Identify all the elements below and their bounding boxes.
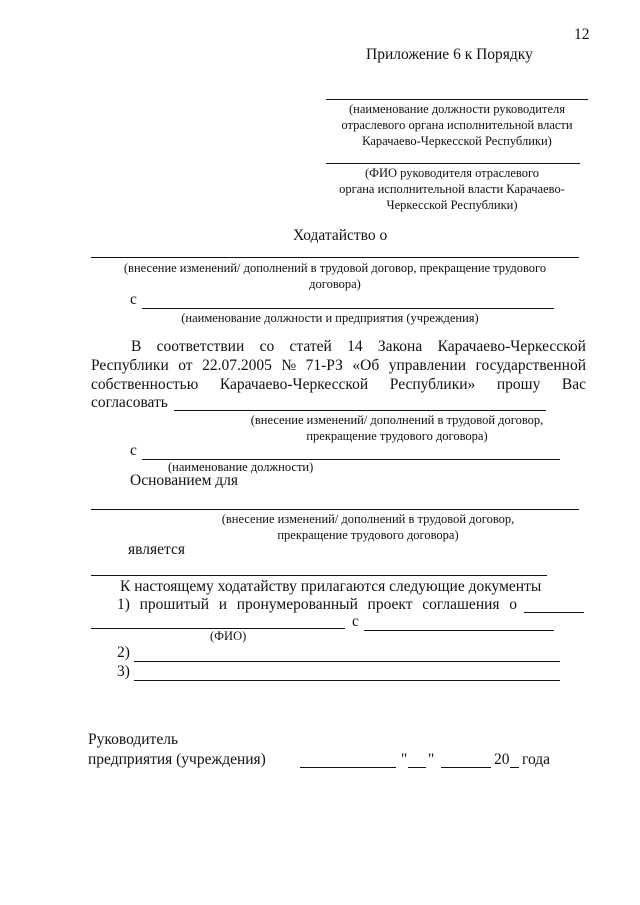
is-line[interactable] (91, 575, 547, 576)
with-label-2: с (130, 442, 137, 459)
attachment-item-2-label: 2) (117, 644, 130, 661)
body-line-1 (131, 338, 586, 356)
addressee-fio-caption-1: (ФИО руководителя отраслевого (364, 166, 540, 180)
position-org-caption: (наименование должности и предприятия (учреждения) (181, 311, 479, 325)
body-word: управлении (388, 357, 467, 374)
change-type-caption-1: (внесение изменений/ дополнений в трудовой договор, прекращение трудового (123, 261, 547, 275)
addressee-fio-caption-3: Черкесской Республики) (386, 198, 518, 212)
attachment-word: пронумерованный (236, 596, 358, 613)
body-word: 14 (347, 338, 363, 355)
body-word: прошу (496, 376, 541, 393)
body-word: 71-РЗ (305, 357, 343, 374)
attachment-item-1-text (117, 596, 517, 614)
addressee-position-line[interactable] (326, 99, 588, 100)
basis-line[interactable] (91, 509, 579, 510)
body-word: Закона (377, 338, 423, 355)
addressee-position-caption-3: Карачаево-Черкесской Республики) (362, 134, 552, 148)
attachment-item-2-line[interactable] (134, 661, 560, 662)
body-word: государственной (475, 357, 586, 374)
basis-caption-2: прекращение трудового договора) (277, 528, 459, 542)
attachments-intro: К настоящему ходатайству прилагаются следующие документы (120, 578, 542, 595)
body-word: со (259, 338, 275, 355)
document-title: Ходатайство о (293, 227, 388, 244)
attachment-item-3-line[interactable] (134, 680, 560, 681)
fio-caption: (ФИО) (210, 629, 247, 643)
body-word: В (131, 338, 142, 355)
body-word: Карачаево-Черкесской (219, 376, 369, 393)
position-org-line[interactable] (142, 308, 554, 309)
org-label: предприятия (учреждения) (88, 751, 266, 768)
date-quote-open: " (401, 751, 408, 768)
body-word: Карачаево-Черкесской (437, 338, 586, 355)
body-word: «Об (352, 357, 380, 374)
agreement-with-label: с (352, 613, 359, 630)
agree-label: согласовать (91, 394, 168, 411)
agree-change-caption-1: (внесение изменений/ дополнений в трудовой договор, (250, 413, 544, 427)
body-line-2 (91, 357, 586, 375)
year-prefix: 20 (494, 751, 510, 768)
change-type-line[interactable] (91, 257, 579, 258)
body-word: собственностью (91, 376, 199, 393)
body-word: 22.07.2005 (202, 357, 272, 374)
body-word: соответствии (156, 338, 245, 355)
year-suffix: года (522, 751, 551, 768)
date-day-line[interactable] (408, 767, 426, 768)
addressee-fio-line[interactable] (326, 163, 580, 164)
is-label: является (128, 541, 185, 558)
body-line-3 (91, 376, 586, 394)
signature-line[interactable] (300, 767, 396, 768)
agree-change-caption-2: прекращение трудового договора) (306, 429, 488, 443)
head-label: Руководитель (88, 731, 179, 748)
attachment-word: соглашения (422, 596, 500, 613)
attachment-item-3-label: 3) (117, 663, 130, 680)
addressee-position-caption-1: (наименование должности руководителя (349, 102, 565, 116)
attachment-word: 1) (117, 596, 130, 613)
body-word: Республики (91, 357, 169, 374)
body-word: статей (289, 338, 332, 355)
date-month-line[interactable] (441, 767, 491, 768)
body-word: Вас (561, 376, 586, 393)
appendix-label: Приложение 6 к Порядку (366, 46, 533, 63)
position-caption: (наименование должности) (168, 460, 314, 474)
with-label: с (130, 291, 137, 308)
basis-label: Основанием для (130, 472, 239, 489)
page-number: 12 (574, 26, 590, 43)
agree-change-line[interactable] (174, 410, 546, 411)
addressee-fio-caption-2: органа исполнительной власти Карачаево- (339, 182, 565, 196)
change-type-caption-2: договора) (309, 277, 361, 291)
attachment-word: прошитый (139, 596, 210, 613)
addressee-position-caption-2: отраслевого органа исполнительной власти (341, 118, 573, 132)
body-word: Республики» (389, 376, 476, 393)
year-line[interactable] (510, 767, 519, 768)
agreement-with-line[interactable] (364, 630, 554, 631)
basis-caption-1: (внесение изменений/ дополнений в трудовой договор, (221, 512, 515, 526)
agreement-subject-line[interactable] (524, 612, 584, 613)
body-word: от (178, 357, 193, 374)
body-word: № (281, 357, 297, 374)
attachment-word: и (218, 596, 228, 613)
attachment-word: проект (367, 596, 413, 613)
date-quote-close: " (428, 751, 435, 768)
attachment-word: о (509, 596, 517, 613)
